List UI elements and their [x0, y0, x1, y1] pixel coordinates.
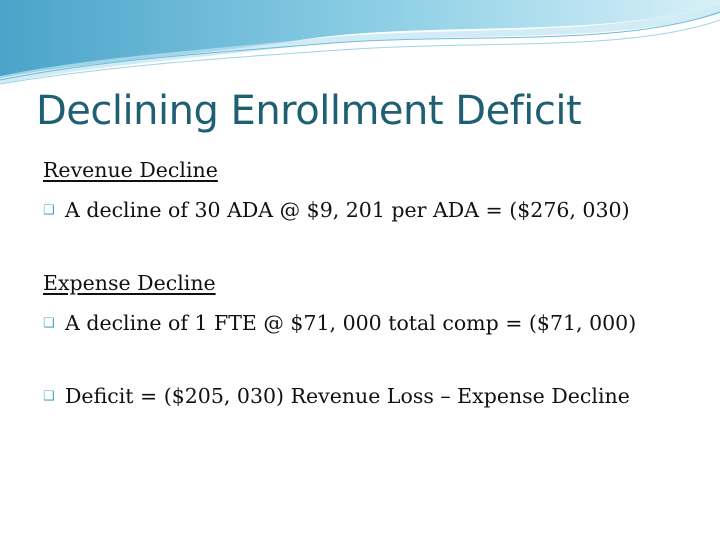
slide-title: Declining Enrollment Deficit: [36, 88, 582, 134]
wingding-bullet-icon: ❑: [43, 202, 55, 218]
revenue-bullet: [43, 200, 630, 221]
expense-bullet: [43, 313, 636, 334]
deficit-bullet: [43, 386, 630, 407]
expense-heading: Expense Decline: [43, 271, 216, 295]
header-wave-decoration: [0, 0, 720, 90]
wingding-bullet-icon: ❑: [43, 388, 55, 404]
deficit-bullet-text: Deficit = ($205, 030) Revenue Loss – Expense Decline: [65, 384, 630, 408]
revenue-heading: Revenue Decline: [43, 158, 218, 182]
revenue-bullet-text: A decline of 30 ADA @ $9, 201 per ADA = ($276, 030): [65, 198, 630, 222]
wingding-bullet-icon: ❑: [43, 315, 55, 331]
expense-bullet-text: A decline of 1 FTE @ $71, 000 total comp = ($71, 000): [65, 311, 637, 335]
